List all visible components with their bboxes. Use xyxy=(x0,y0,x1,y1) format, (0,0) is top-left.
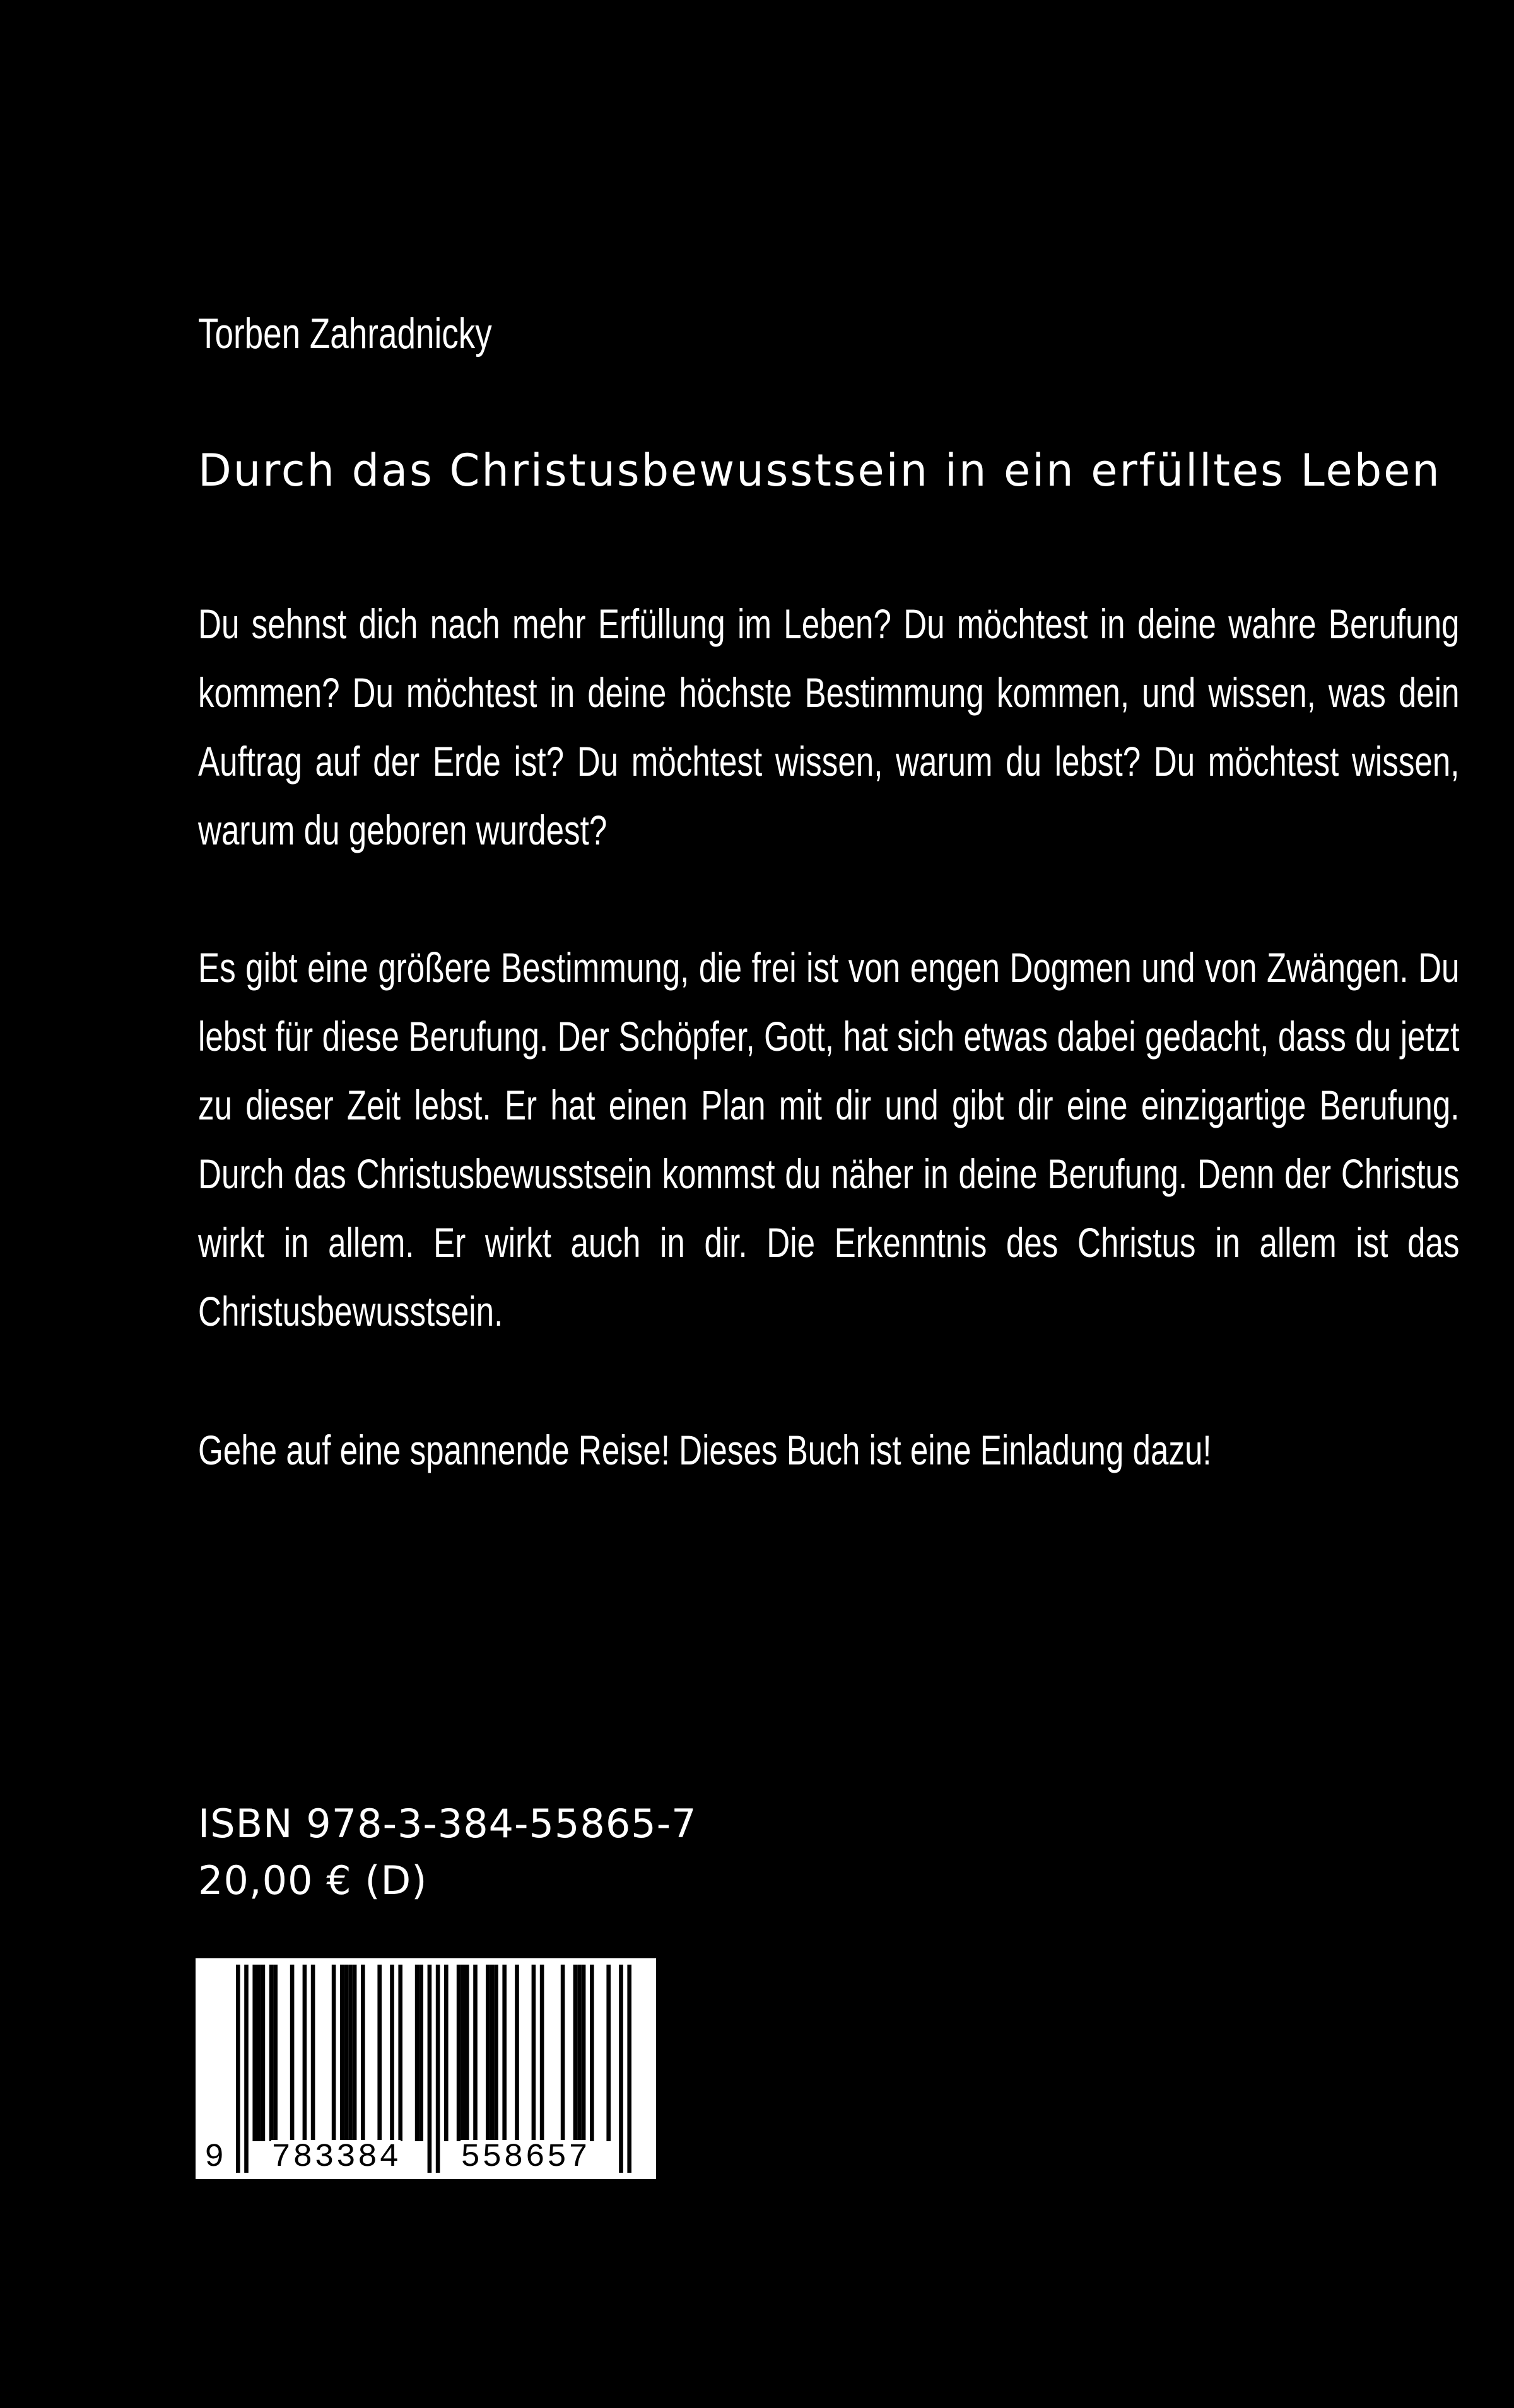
barcode xyxy=(196,1958,656,2179)
barcode-bar xyxy=(457,1965,461,2141)
price-label: 20,00 € (D) xyxy=(198,1857,428,1903)
barcode-bar xyxy=(582,1965,586,2141)
barcode-bar xyxy=(252,1965,257,2141)
barcode-bar xyxy=(573,1965,578,2141)
barcode-bar xyxy=(532,1965,536,2141)
barcode-bar xyxy=(244,1965,249,2173)
barcode-bar xyxy=(303,1965,307,2141)
barcode-bar xyxy=(461,1965,465,2141)
barcode-bar xyxy=(465,1965,469,2141)
blurb-paragraph-1-text: Du sehnst dich nach mehr Erfüllung im Leben? Du möchtest in deine wahre Berufung kommen? Du möchtest in deine höchste Bestimmung kommen, und wissen, was dein Auftrag auf der Erde ist? Du möchtest wissen, warum du lebst? Du möchtest wissen, warum du geboren wurdest? xyxy=(198,600,1460,853)
barcode-bar xyxy=(269,1965,274,2141)
barcode-bar xyxy=(340,1965,344,2141)
blurb-paragraph-3-text: Gehe auf eine spannende Reise! Dieses Buch ist eine Einladung dazu! xyxy=(198,1427,1212,1473)
barcode-bar xyxy=(436,1965,440,2173)
barcode-bar xyxy=(377,1965,382,2141)
barcode-bar xyxy=(290,1965,295,2141)
barcode-bar xyxy=(619,1965,623,2173)
book-title: Durch das Christusbewusstsein in ein erfülltes Leben xyxy=(198,445,1441,496)
barcode-bar xyxy=(494,1965,498,2141)
blurb-paragraph-2-text: Es gibt eine größere Bestimmung, die frei ist von engen Dogmen und von Zwängen. Du lebst für diese Berufung. Der Schöpfer, Gott, hat sich etwas dabei gedacht, dass du jetzt zu dieser Zeit lebst. Er hat einen Plan mit dir und gibt dir eine einzigartige Berufung. Durch das Christusbewusstsein kommst du näher in deine Berufung. Denn der Christus wirkt in allem. Er wirkt auch in dir. Die Erkenntnis des Christus in allem ist das Christusbewusstsein. xyxy=(198,944,1460,1335)
barcode-bar xyxy=(257,1965,261,2141)
barcode-bar xyxy=(561,1965,565,2141)
barcode-bar xyxy=(311,1965,315,2141)
author-name: Torben Zahradnicky xyxy=(198,310,492,358)
barcode-bar xyxy=(486,1965,490,2141)
barcode-bar xyxy=(353,1965,357,2141)
barcode-bar xyxy=(606,1965,611,2141)
barcode-bar xyxy=(590,1965,594,2141)
barcode-bar xyxy=(577,1965,582,2141)
blurb-paragraph-3 xyxy=(198,1416,1460,1485)
blurb-paragraph-2 xyxy=(198,933,1460,1346)
barcode-bar xyxy=(398,1965,402,2141)
barcode-bar xyxy=(502,1965,507,2141)
barcode-bar xyxy=(261,1965,266,2141)
barcode-bar xyxy=(473,1965,478,2141)
barcode-bar xyxy=(236,1965,240,2173)
barcode-bar xyxy=(348,1965,353,2141)
barcode-bar xyxy=(273,1965,278,2141)
barcode-bar xyxy=(490,1965,495,2141)
blurb-paragraph-1 xyxy=(198,590,1460,865)
barcode-bar xyxy=(344,1965,349,2141)
isbn-number: ISBN 978-3-384-55865-7 xyxy=(198,1801,697,1847)
barcode-bar xyxy=(428,1965,432,2173)
barcode-bar xyxy=(515,1965,519,2141)
barcode-bar xyxy=(332,1965,336,2141)
barcode-first-digit: 9 xyxy=(204,2139,225,2176)
barcode-bar xyxy=(415,1965,420,2141)
barcode-bar xyxy=(361,1965,365,2141)
barcode-bar xyxy=(540,1965,544,2141)
barcode-left-digits: 783384 xyxy=(271,2139,401,2176)
barcode-bar xyxy=(627,1965,631,2173)
barcode-bar xyxy=(419,1965,423,2141)
barcode-bar xyxy=(444,1965,449,2141)
barcode-bar xyxy=(390,1965,394,2141)
barcode-right-digits: 558657 xyxy=(461,2139,590,2176)
